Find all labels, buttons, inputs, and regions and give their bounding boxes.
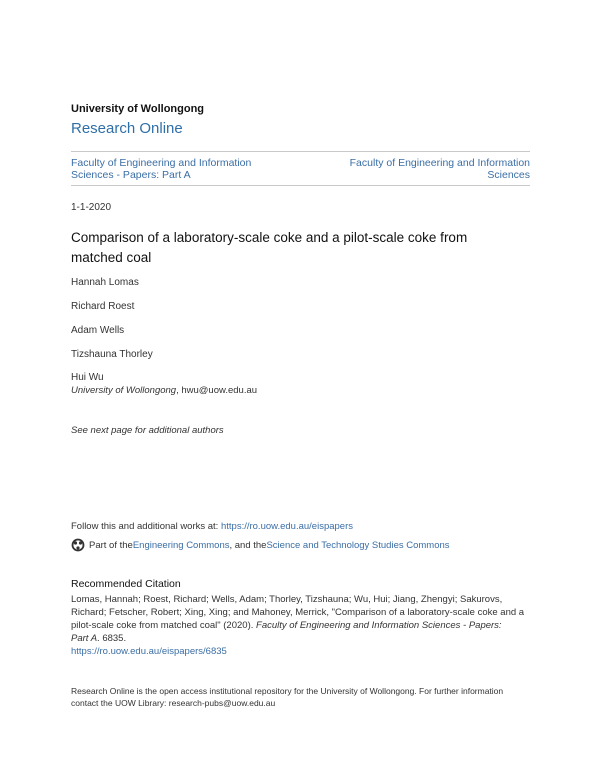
affiliation-institution: University of Wollongong — [71, 385, 177, 396]
footer-line2: contact the UOW Library: research-pubs@uow.edu.au — [71, 698, 276, 708]
faculty-right-line2: Sciences — [487, 169, 530, 181]
faculty-left-line1: Faculty of Engineering and Information — [71, 157, 252, 169]
author-3: Adam Wells — [71, 325, 125, 336]
citation-line1: Lomas, Hannah; Roest, Richard; Wells, Adam; Thorley, Tizshauna; Wu, Hui; Jiang, Zhengyi; Sakurovs, — [71, 594, 503, 605]
title-line2: matched coal — [71, 250, 152, 265]
recommended-citation — [71, 593, 531, 658]
sts-commons-link[interactable]: Science and Technology Studies Commons — [266, 539, 450, 551]
part-of-prefix: Part of the — [89, 539, 133, 551]
citation-url-link[interactable]: https://ro.uow.edu.au/eispapers/6835 — [71, 646, 227, 657]
top-divider — [71, 151, 530, 152]
citation-heading: Recommended Citation — [71, 578, 181, 590]
follow-text: Follow this and additional works at: — [71, 521, 221, 532]
part-of-line — [71, 538, 450, 552]
repository-footer — [71, 685, 531, 709]
faculty-sciences-link[interactable] — [320, 157, 530, 181]
eispapers-link[interactable]: https://ro.uow.edu.au/eispapers — [220, 521, 353, 532]
author-affiliation — [71, 385, 257, 396]
affiliation-email: , hwu@uow.edu.au — [176, 385, 258, 396]
author-1: Hannah Lomas — [71, 277, 139, 288]
citation-line3a: pilot-scale coke from matched coal" (2020). — [71, 620, 257, 631]
paper-title — [71, 228, 511, 268]
author-2: Richard Roest — [71, 301, 135, 312]
faculty-left-line2: Sciences - Papers: Part A — [71, 169, 191, 181]
faculty-divider — [71, 185, 530, 186]
see-next-page-note: See next page for additional authors — [71, 425, 224, 436]
follow-line — [71, 521, 353, 532]
citation-line3b: Faculty of Engineering and Information Sciences - Papers: — [256, 620, 502, 631]
author-4: Tizshauna Thorley — [71, 349, 153, 360]
commons-network-icon — [71, 538, 85, 552]
citation-line4b: . 6835. — [97, 633, 127, 644]
part-of-middle: , and the — [229, 539, 267, 551]
citation-line4a: Part A — [71, 633, 98, 644]
footer-line1: Research Online is the open access institutional repository for the University of Wollongong. For further information — [71, 686, 504, 696]
faculty-papers-part-a-link[interactable] — [71, 157, 281, 181]
engineering-commons-link[interactable]: Engineering Commons — [132, 539, 230, 551]
institution-name: University of Wollongong — [71, 103, 205, 115]
citation-line2: Richard; Fetscher, Robert; Xing, Xing; and Mahoney, Merrick, "Comparison of a laboratory-scale coke and a — [71, 607, 525, 618]
faculty-right-line1: Faculty of Engineering and Information — [349, 157, 530, 169]
research-online-link[interactable]: Research Online — [71, 120, 183, 137]
title-line1: Comparison of a laboratory-scale coke and a pilot-scale coke from — [71, 230, 468, 245]
publication-date: 1-1-2020 — [71, 202, 112, 213]
author-5: Hui Wu — [71, 372, 104, 383]
